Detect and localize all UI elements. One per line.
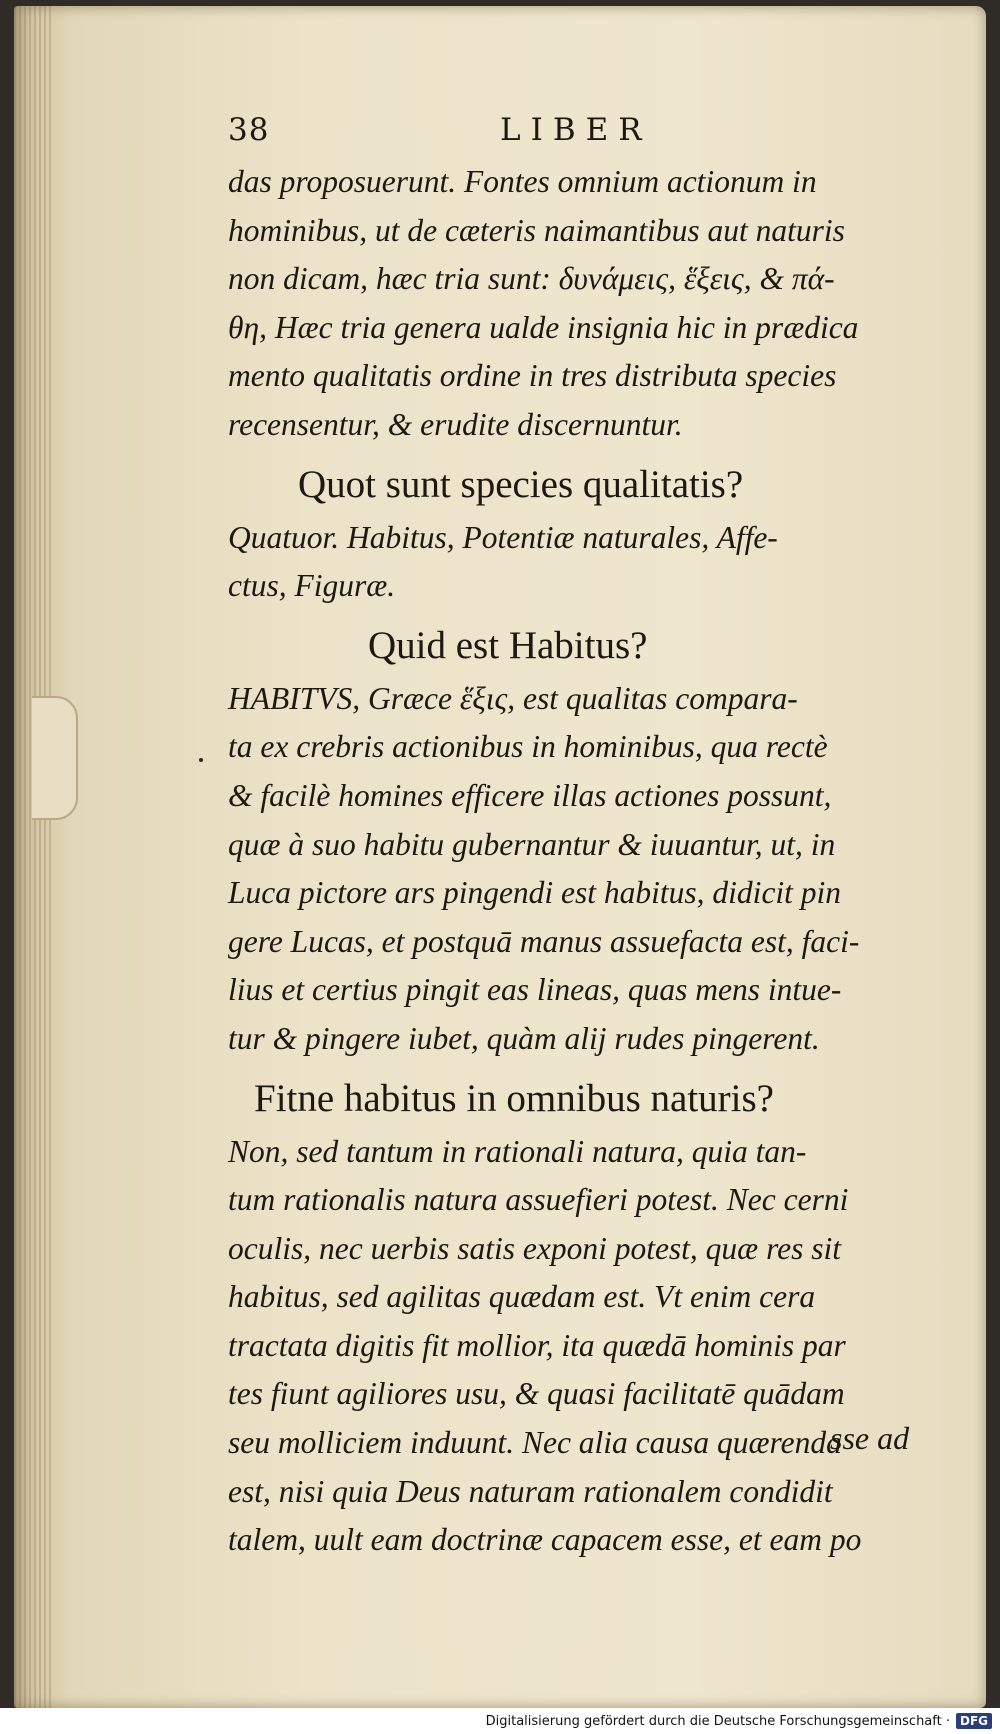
text-line: Luca pictore ars pingendi est habitus, didicit pin bbox=[228, 875, 842, 911]
paragraph-intro bbox=[228, 158, 934, 450]
text-line: Non, sed tantum in rationali natura, quia tan- bbox=[228, 1133, 807, 1169]
text-line: θη, Hæc tria genera ualde insignia hic in prædica bbox=[228, 309, 859, 345]
page-tab-notch bbox=[32, 696, 78, 820]
text-line: & facilè homines efficere illas actiones possunt, bbox=[228, 777, 832, 813]
answer-paragraph bbox=[228, 1128, 934, 1565]
text-line: oculis, nec uerbis satis exponi potest, quæ res sit bbox=[228, 1230, 842, 1266]
text-line: recensentur, & erudite discernuntur. bbox=[228, 406, 683, 442]
text-line: mento qualitatis ordine in tres distributa species bbox=[228, 358, 837, 394]
text-line: non dicam, hæc tria sunt: δυνάμεις, ἕξεις, & πά- bbox=[228, 261, 835, 297]
text-line: das proposuerunt. Fontes omnium actionum in bbox=[228, 164, 817, 199]
digitization-footer: Digitalisierung gefördert durch die Deutsche Forschungsgemeinschaft · DFG bbox=[0, 1708, 1000, 1734]
text-line: talem, uult eam doctrinæ capacem esse, et eam po bbox=[228, 1522, 862, 1558]
page-edges bbox=[14, 6, 54, 1708]
page-number: 38 bbox=[228, 112, 270, 148]
dfg-logo-icon: DFG bbox=[956, 1713, 992, 1729]
text-line: hominibus, ut de cæteris naimantibus aut naturis bbox=[228, 212, 845, 248]
running-head bbox=[228, 112, 934, 158]
question-heading: Quid est Habitus? bbox=[368, 623, 648, 667]
text-line: tur & pingere iubet, quàm alij rudes pingerent. bbox=[228, 1020, 820, 1056]
text-line: seu molliciem induunt. Nec alia causa quærenda bbox=[228, 1425, 842, 1461]
text-line: Quatuor. Habitus, Potentiæ naturales, Affe- bbox=[228, 519, 778, 555]
text-line: habitus, sed agilitas quædam est. Vt enim cera bbox=[228, 1279, 816, 1315]
answer-paragraph bbox=[228, 514, 934, 611]
text-line: quæ à suo habitu gubernantur & iuuantur, ut, in bbox=[228, 826, 836, 862]
text-line: lius et certius pingit eas lineas, quas mens intue- bbox=[228, 972, 842, 1008]
catchword: sse ad bbox=[830, 1420, 910, 1456]
text-line: tractata digitis fit mollior, ita quædā hominis par bbox=[228, 1327, 846, 1363]
text-line: ctus, Figuræ. bbox=[228, 568, 396, 604]
ink-speck bbox=[199, 758, 203, 762]
running-title: LIBER bbox=[500, 112, 652, 148]
question-heading: Quot sunt species qualitatis? bbox=[298, 462, 744, 506]
text-line: gere Lucas, et postquā manus assuefacta est, faci- bbox=[228, 923, 860, 959]
text-line: tes fiunt agiliores usu, & quasi facilitatē quādam bbox=[228, 1376, 845, 1412]
question-heading: Fitne habitus in omnibus naturis? bbox=[254, 1076, 774, 1120]
text-block bbox=[228, 112, 934, 1565]
footer-credit: Digitalisierung gefördert durch die Deutsche Forschungsgemeinschaft bbox=[485, 1713, 942, 1729]
text-line: est, nisi quia Deus naturam rationalem condidit bbox=[228, 1473, 833, 1509]
text-line: ta ex crebris actionibus in hominibus, qua rectè bbox=[228, 729, 828, 765]
text-line: HABITVS, Græce ἕξις, est qualitas compara- bbox=[228, 680, 798, 716]
answer-paragraph bbox=[228, 675, 934, 1064]
text-line: tum rationalis natura assuefieri potest. Nec cerni bbox=[228, 1182, 849, 1218]
